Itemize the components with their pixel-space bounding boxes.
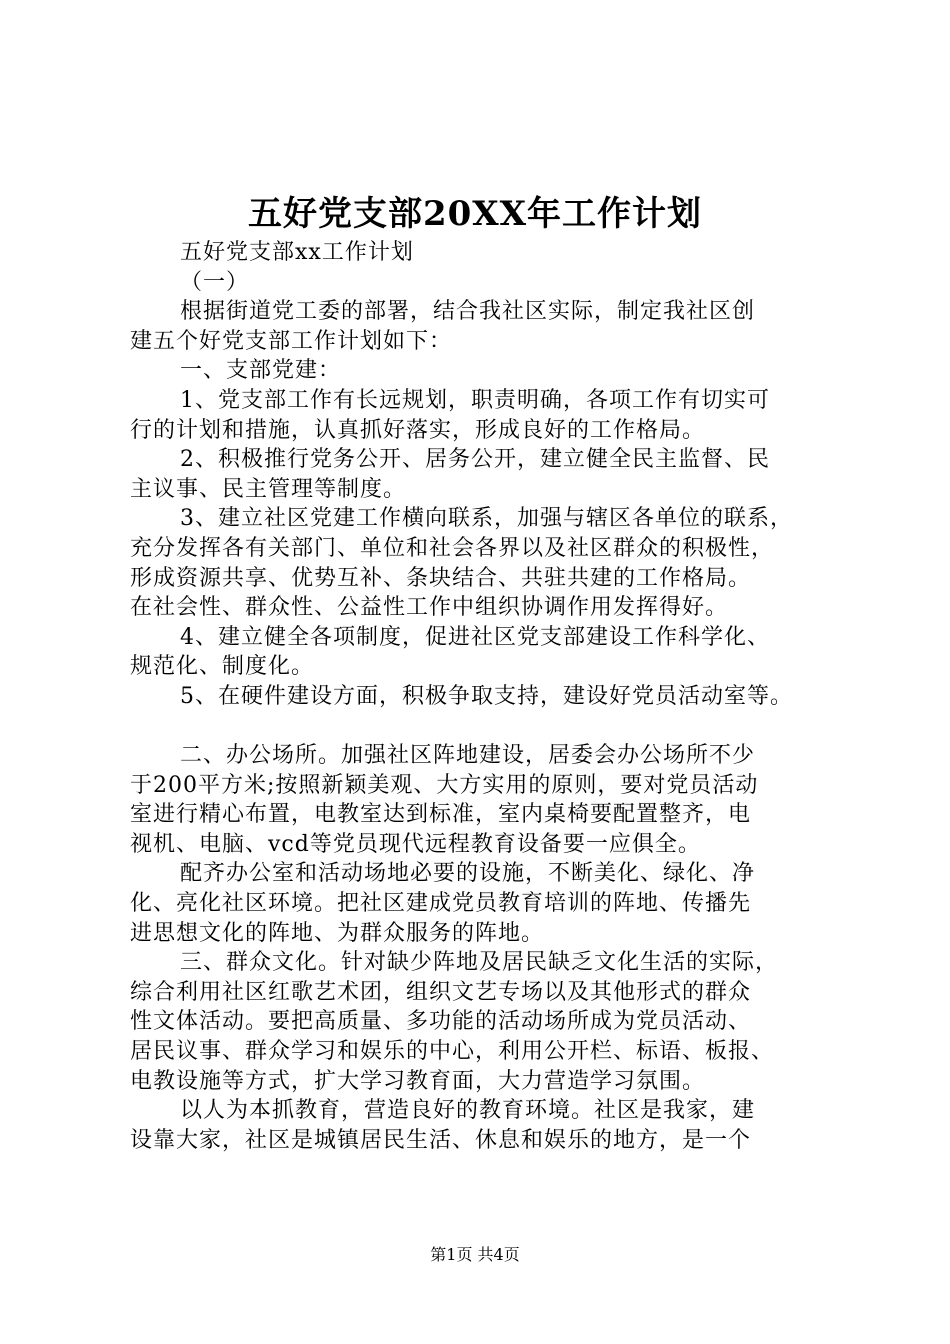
text-line: 2、积极推行党务公开、居务公开，建立健全民主监督、民 <box>180 447 770 473</box>
text-line: 行的计划和措施，认真抓好落实，形成良好的工作格局。 <box>130 417 706 443</box>
document-body <box>130 238 850 1155</box>
text-line: 配齐办公室和活动场地必要的设施，不断美化、绿化、净 <box>180 861 756 887</box>
text-line: 设靠大家，社区是城镇居民生活、休息和娱乐的地方，是一个 <box>130 1127 752 1153</box>
text-line: 根据街道党工委的部署，结合我社区实际，制定我社区创 <box>180 299 756 325</box>
text-line: 室进行精心布置，电教室达到标准，室内桌椅要配置整齐，电 <box>130 802 752 828</box>
text-line: 二、办公场所。加强社区阵地建设，居委会办公场所不少 <box>180 743 756 769</box>
text-line: 居民议事、群众学习和娱乐的中心，利用公开栏、标语、板报、 <box>130 1039 775 1065</box>
text-line: 形成资源共享、优势互补、条块结合、共驻共建的工作格局。 <box>130 565 752 591</box>
blank-line <box>130 712 850 742</box>
text-line: 3、建立社区党建工作横向联系，加强与辖区各单位的联系， <box>180 506 793 532</box>
text-line: 充分发挥各有关部门、单位和社会各界以及社区群众的积极性， <box>130 535 775 561</box>
text-line: 一、支部党建： <box>180 358 342 384</box>
text-line: 进思想文化的阵地、为群众服务的阵地。 <box>130 920 545 946</box>
text-line: 性文体活动。要把高质量、多功能的活动场所成为党员活动、 <box>130 1009 752 1035</box>
text-line: 以人为本抓教育，营造良好的教育环境。社区是我家，建 <box>180 1098 756 1124</box>
text-line: 五好党支部xx工作计划 <box>180 240 414 265</box>
text-line: 规范化、制度化。 <box>130 654 315 680</box>
text-line: 主议事、民主管理等制度。 <box>130 476 407 502</box>
text-line: 4、建立健全各项制度，促进社区党支部建设工作科学化、 <box>180 624 770 650</box>
text-line: 建五个好党支部工作计划如下： <box>130 328 453 354</box>
text-line: 三、群众文化。针对缺少阵地及居民缺乏文化生活的实际， <box>180 950 779 976</box>
text-line: 1、党支部工作有长远规划，职责明确，各项工作有切实可 <box>180 387 770 413</box>
text-line: 于200平方米;按照新颖美观、大方实用的原则，要对党员活动 <box>130 772 759 798</box>
page-footer: 第1页 共4页 <box>430 1245 520 1264</box>
text-line: 化、亮化社区环境。把社区建成党员教育培训的阵地、传播先 <box>130 891 752 917</box>
text-line: 在社会性、群众性、公益性工作中组织协调作用发挥得好。 <box>130 595 729 621</box>
text-line: 电教设施等方式，扩大学习教育面，大力营造学习氛围。 <box>130 1068 706 1094</box>
document-title: 五好党支部20XX年工作计划 <box>247 194 703 234</box>
text-line: 视机、电脑、vcd等党员现代远程教育设备要一应俱全。 <box>130 831 701 857</box>
text-line: 5、在硬件建设方面，积极争取支持，建设好党员活动室等。 <box>180 683 793 709</box>
text-line: （一） <box>180 269 250 295</box>
text-line: 综合利用社区红歌艺术团，组织文艺专场以及其他形式的群众 <box>130 979 752 1005</box>
